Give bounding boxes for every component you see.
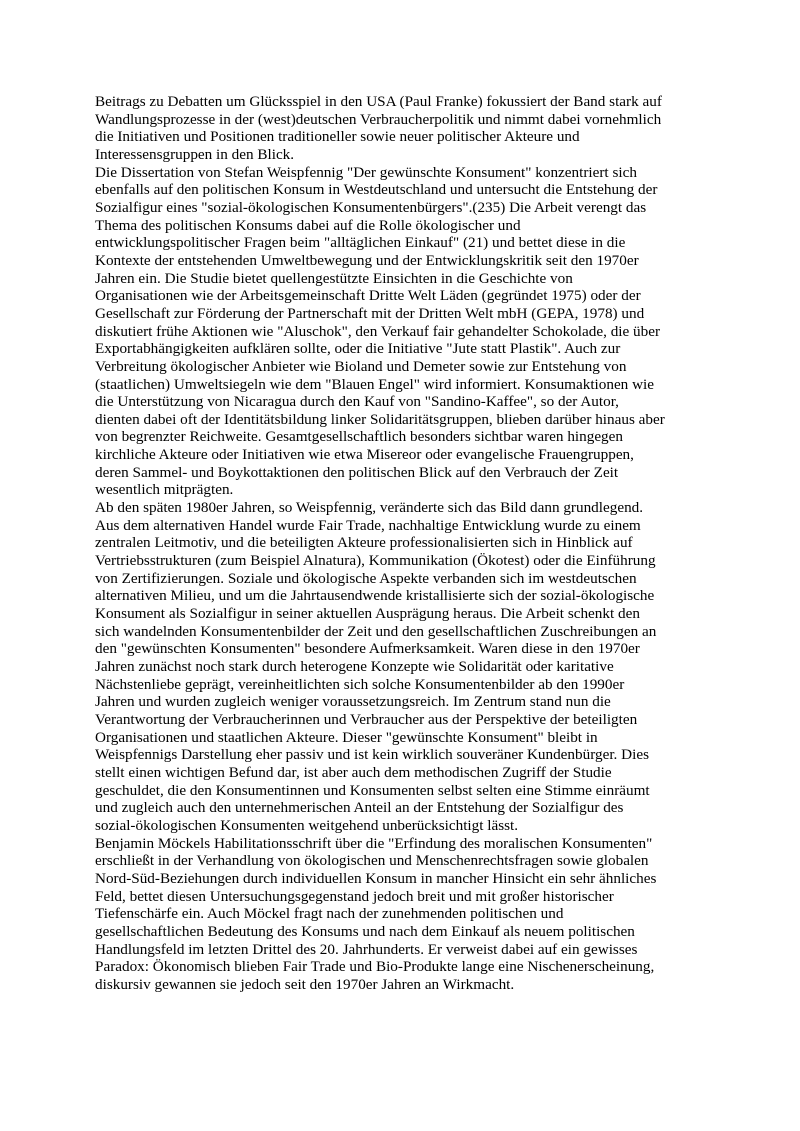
- paragraph-4: Benjamin Möckels Habilitationsschrift über die "Erfindung des moralischen Konsumenten" erschließt in der Verhandlung von ökologischen und Menschenrechtsfragen sowie globalen Nord-Süd-Beziehungen durch individuellen Konsum in mancher Hinsicht ein sehr ähnliches Feld, bettet diesen Untersuchungsgegenstand jedoch breit und mit großer historischer Tiefenschärfe ein. Auch Möckel fragt nach der zunehmenden politischen und gesellschaftlichen Bedeutung des Konsums und nach dem Einkauf als neuem politischen Handlungsfeld im letzten Drittel des 20. Jahrhunderts. Er verweist dabei auf ein gewisses Paradox: Ökonomisch blieben Fair Trade und Bio-Produkte lange eine Nischenerscheinung, diskursiv gewannen sie jedoch seit den 1970er Jahren an Wirkmacht.: [95, 834, 657, 993]
- body-text: [95, 93, 715, 993]
- paragraph-1: Beitrags zu Debatten um Glücksspiel in den USA (Paul Franke) fokussiert der Band stark auf Wandlungsprozesse in der (west)deutschen Verbraucherpolitik und nimmt dabei vornehmlich die Initiativen und Positionen traditioneller sowie neuer politischer Akteure und Interessensgruppen in den Blick.: [95, 93, 662, 163]
- paragraph-3: Ab den späten 1980er Jahren, so Weispfennig, veränderte sich das Bild dann grundlegend. Aus dem alternativen Handel wurde Fair Trade, nachhaltige Entwicklung wurde zu einem zentralen Leitmotiv, und die beteiligten Akteure professionalisierten sich in Hinblick auf Vertriebsstrukturen (zum Beispiel Alnatura), Kommunikation (Ökotest) oder die Einführung von Zertifizierungen. Soziale und ökologische Aspekte verbanden sich im westdeutschen alternativen Milieu, und um die Jahrtausendwende kristallisierte sich der sozial-ökologische Konsument als Sozialfigur in seiner aktuellen Ausprägung heraus. Die Arbeit schenkt den sich wandelnden Konsumentenbilder der Zeit und den gesellschaftlichen Zuschreibungen an den "gewünschten Konsumenten" besondere Aufmerksamkeit. Waren diese in den 1970er Jahren zunächst noch stark durch heterogene Konzepte wie Solidarität oder karitative Nächstenliebe geprägt, vereinheitlichten sich solche Konsumentenbilder ab den 1990er Jahren und wurden zugleich weniger voraussetzungsreich. Im Zentrum stand nun die Verantwortung der Verbraucherinnen und Verbraucher aus der Perspektive der beteiligten Organisationen und staatlichen Akteure. Dieser "gewünschte Konsument" bleibt in Weispfennigs Darstellung eher passiv und ist kein wirklich souveräner Kundenbürger. Dies stellt einen wichtigen Befund dar, ist aber auch dem methodischen Zugriff der Studie geschuldet, die den Konsumentinnen und Konsumenten selbst selten eine Stimme einräumt und zugleich auch den unternehmerischen Anteil an der Entstehung der Sozialfigur des sozial-ökologischen Konsumenten weitgehend unberücksichtigt lässt.: [95, 499, 657, 834]
- paragraph-2: Die Dissertation von Stefan Weispfennig "Der gewünschte Konsument" konzentriert sich ebenfalls auf den politischen Konsum in Westdeutschland und untersucht die Entstehung der Sozialfigur eines "sozial-ökologischen Konsumentenbürgers".(235) Die Arbeit verengt das Thema des politischen Konsums dabei auf die Rolle ökologischer und entwicklungspolitischer Fragen beim "alltäglichen Einkauf" (21) und bettet diese in die Kontexte der entstehenden Umweltbewegung und der Entwicklungskritik seit den 1970er Jahren ein. Die Studie bietet quellengestützte Einsichten in die Geschichte von Organisationen wie der Arbeitsgemeinschaft Dritte Welt Läden (gegründet 1975) oder der Gesellschaft zur Förderung der Partnerschaft mit der Dritten Welt mbH (GEPA, 1978) und diskutiert frühe Aktionen wie "Aluschok", den Verkauf fair gehandelter Schokolade, die über Exportabhängigkeiten aufklären sollte, oder die Initiative "Jute statt Plastik". Auch zur Verbreitung ökologischer Anbieter wie Bioland und Demeter sowie zur Entstehung von (staatlichen) Umweltsiegeln wie dem "Blauen Engel" wird informiert. Konsumaktionen wie die Unterstützung von Nicaragua durch den Kauf von "Sandino-Kaffee", so der Autor, dienten dabei oft der Identitätsbildung linker Solidaritätsgruppen, blieben darüber hinaus aber von begrenzter Reichweite. Gesamtgesellschaftlich besonders sichtbar waren hingegen kirchliche Akteure oder Initiativen wie etwa Misereor oder evangelische Frauengruppen, deren Sammel- und Boykottaktionen den politischen Blick auf den Verbrauch der Zeit wesentlich mitprägten.: [95, 163, 665, 499]
